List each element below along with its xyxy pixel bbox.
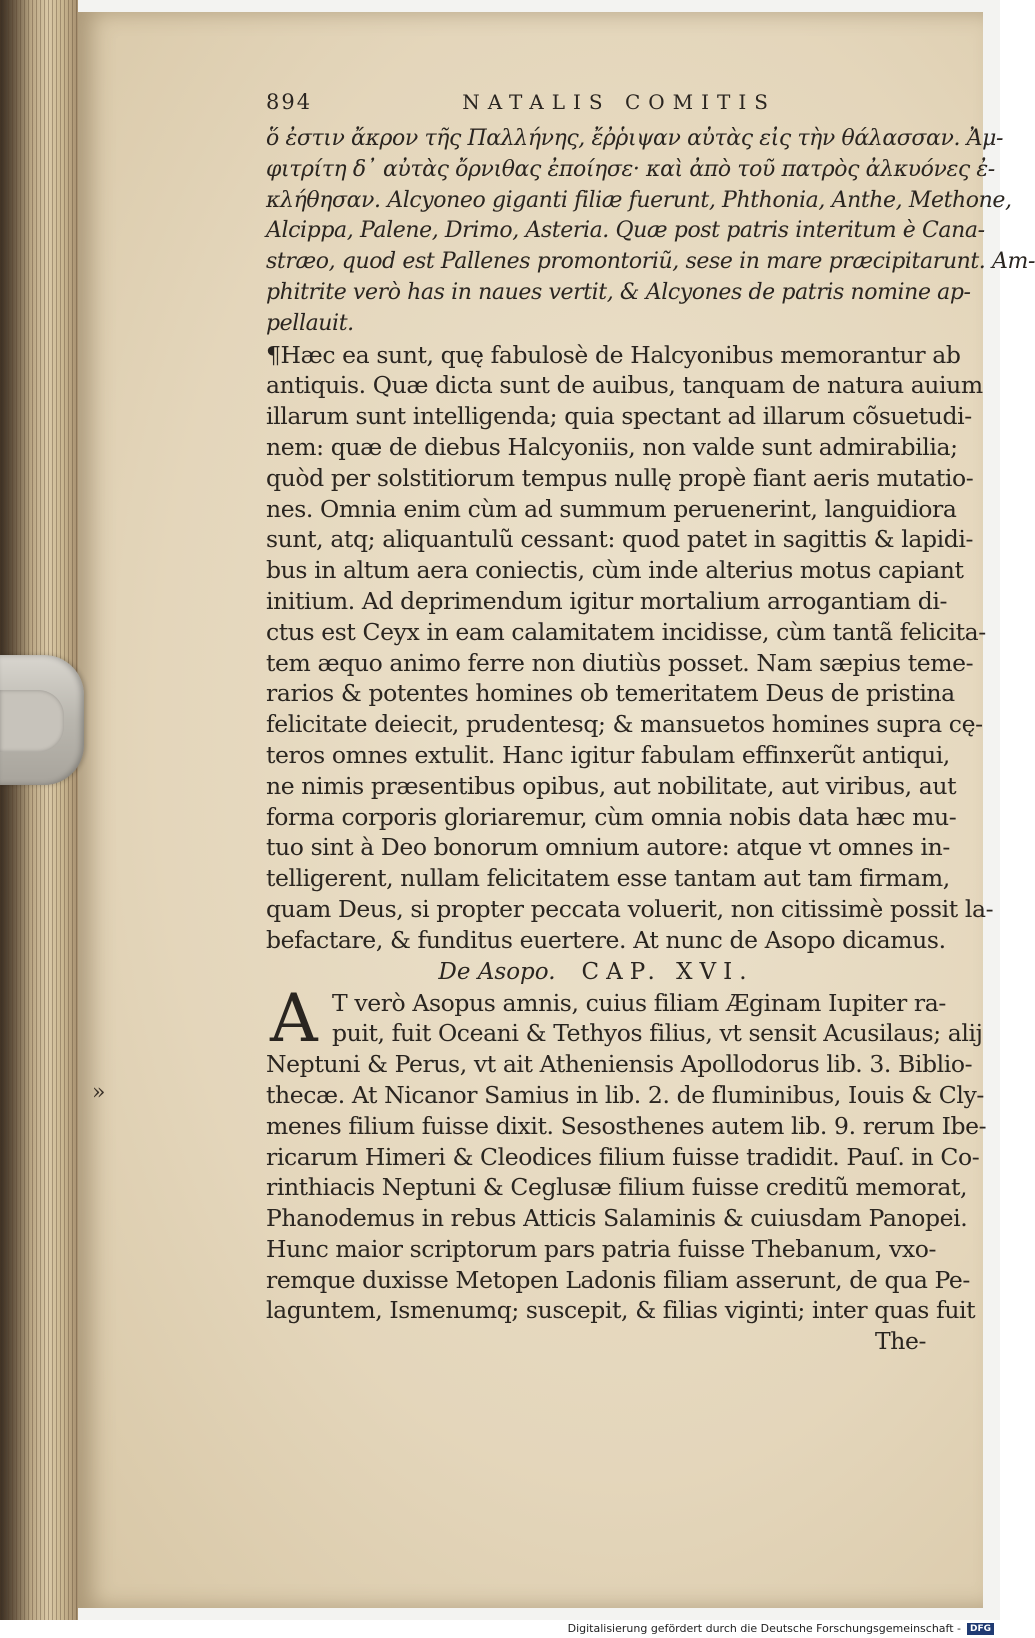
- text-line: nem: quæ de diebus Halcyoniis, non valde sunt admirabilia;: [266, 432, 958, 461]
- running-header: [266, 90, 926, 124]
- text-line: tem æquo animo ferre non diutiùs posset. Nam sæpius teme-: [266, 648, 974, 677]
- page-stack-edges: [0, 0, 78, 1620]
- text-line: rarios & potentes homines ob temeritatem Deus de pristina: [266, 679, 955, 708]
- text-line: tuo sint à Deo bonorum omnium autore: atque vt omnes in-: [266, 833, 950, 862]
- dfg-logo: DFG: [967, 1623, 994, 1635]
- text-line: quam Deus, si propter peccata voluerit, non citissimè possit la-: [266, 894, 994, 923]
- text-line: rinthiacis Neptuni & Ceglusæ filium fuisse creditũ memorat,: [266, 1173, 968, 1202]
- text-line: ¶Hæc ea sunt, quę fabulosè de Halcyonibus memorantur ab: [266, 340, 961, 369]
- chapter-number: CAP. XVI.: [581, 958, 754, 985]
- text-line: ne nimis præsentibus opibus, aut nobilitate, aut viribus, aut: [266, 771, 957, 800]
- text-line: teros omnes extulit. Hanc igitur fabulam effinxerũt antiqui,: [266, 740, 950, 769]
- text-line: Phanodemus in rebus Atticis Salaminis & cuiusdam Panopei.: [266, 1204, 968, 1233]
- text-line: Neptuni & Perus, vt ait Atheniensis Apollodorus lib. 3. Biblio-: [266, 1050, 973, 1079]
- text-line: initium. Ad deprimendum igitur mortalium arrogantiam di-: [266, 586, 948, 615]
- margin-mark: »: [92, 1080, 106, 1105]
- page-number: 894: [266, 90, 313, 114]
- text-line: Hunc maior scriptorum pars patria fuisse Thebanum, vxo-: [266, 1234, 937, 1263]
- text-line: felicitate deiecit, prudentesq; & mansuetos homines supra cę-: [266, 710, 983, 739]
- footer-bar: [0, 1620, 1000, 1638]
- clasp-band: [0, 690, 64, 752]
- text-line: forma corporis gloriaremur, cùm omnia nobis data hæc mu-: [266, 802, 957, 831]
- text-line: stræo, quod est Pallenes promontoriũ, sese in mare præcipitarunt. Am-: [266, 249, 1035, 275]
- text-line: illarum sunt intelligenda; quia spectant ad illarum cõsuetudi-: [266, 402, 972, 431]
- text-line: nes. Omnia enim cùm ad summum peruenerint, languidiora: [266, 494, 957, 523]
- text-line: ricarum Himeri & Cleodices filium fuisse tradidit. Pauſ. in Co-: [266, 1142, 980, 1171]
- catchword: The-: [874, 1327, 926, 1356]
- chapter-text: [266, 1049, 987, 1326]
- text-line: antiquis. Quæ dicta sunt de auibus, tanquam de natura auium: [266, 371, 983, 400]
- text-line: sunt, atq; aliquantulũ cessant: quod patet in sagittis & lapidi-: [266, 525, 974, 554]
- text-line: φιτρίτη δ᾽ αὐτὰς ὄρνιθας ἐποίησε· καὶ ἀπὸ τοῦ πατρὸς ἀλκυόνες ἐ-: [266, 156, 995, 182]
- footer-credit: Digitalisierung gefördert durch die Deutsche Forschungsgemeinschaft -: [567, 1622, 961, 1635]
- chapter-opening: [266, 979, 983, 1057]
- chapter-heading: [266, 956, 926, 988]
- text-line: ctus est Ceyx in eam calamitatem incidisse, cùm tantã felicita-: [266, 617, 986, 646]
- text-line: phitrite verò has in naues vertit, & Alcyones de patris nomine ap-: [266, 279, 971, 305]
- text-line: pellauit.: [266, 310, 354, 336]
- text-line: laguntem, Ismenumq; suscepit, & filias viginti; inter quas fuit: [266, 1296, 976, 1325]
- text-line: remque duxisse Metopen Ladonis filiam asserunt, de qua Pe-: [266, 1265, 970, 1294]
- text-line: T verò Asopus amnis, cuius filiam Æginam Iupiter ra-: [332, 988, 946, 1017]
- text-line: bus in altum aera coniectis, cùm inde alterius motus capiant: [266, 556, 964, 585]
- body-text: [266, 124, 1035, 956]
- text-line: puit, fuit Oceani & Tethyos filius, vt sensit Acusilaus; alij: [332, 1019, 983, 1048]
- text-line: quòd per solstitiorum tempus nullę propè fiant aeris mutatio-: [266, 463, 974, 492]
- text-line: menes filium fuisse dixit. Sesosthenes autem lib. 9. rerum Ibe-: [266, 1111, 987, 1140]
- text-line: telligerent, nullam felicitatem esse tantam aut tam firmam,: [266, 864, 950, 893]
- text-line: κλήθησαν. Alcyoneo giganti filiæ fuerunt, Phthonia, Anthe, Methone,: [266, 187, 1012, 213]
- text-line: befactare, & funditus euertere. At nunc de Asopo dicamus.: [266, 925, 946, 954]
- text-line: ὅ ἐστιν ἄκρον τῆς Παλλήνης, ἔῤῥιψαν αὐτὰς εἰς τὴν θάλασσαν. Ἀμ-: [266, 126, 1004, 151]
- text-line: Alcippa, Palene, Drimo, Asteria. Quæ post patris interitum è Cana-: [266, 218, 985, 244]
- running-title: NATALIS COMITIS: [462, 90, 776, 114]
- chapter-title: De Asopo.: [438, 958, 556, 985]
- indented-lines: [266, 979, 983, 1057]
- text-block: [266, 90, 1035, 1357]
- text-line: thecæ. At Nicanor Samius in lib. 2. de fluminibus, Iouis & Cly-: [266, 1080, 984, 1109]
- drop-capital: A: [270, 979, 318, 1057]
